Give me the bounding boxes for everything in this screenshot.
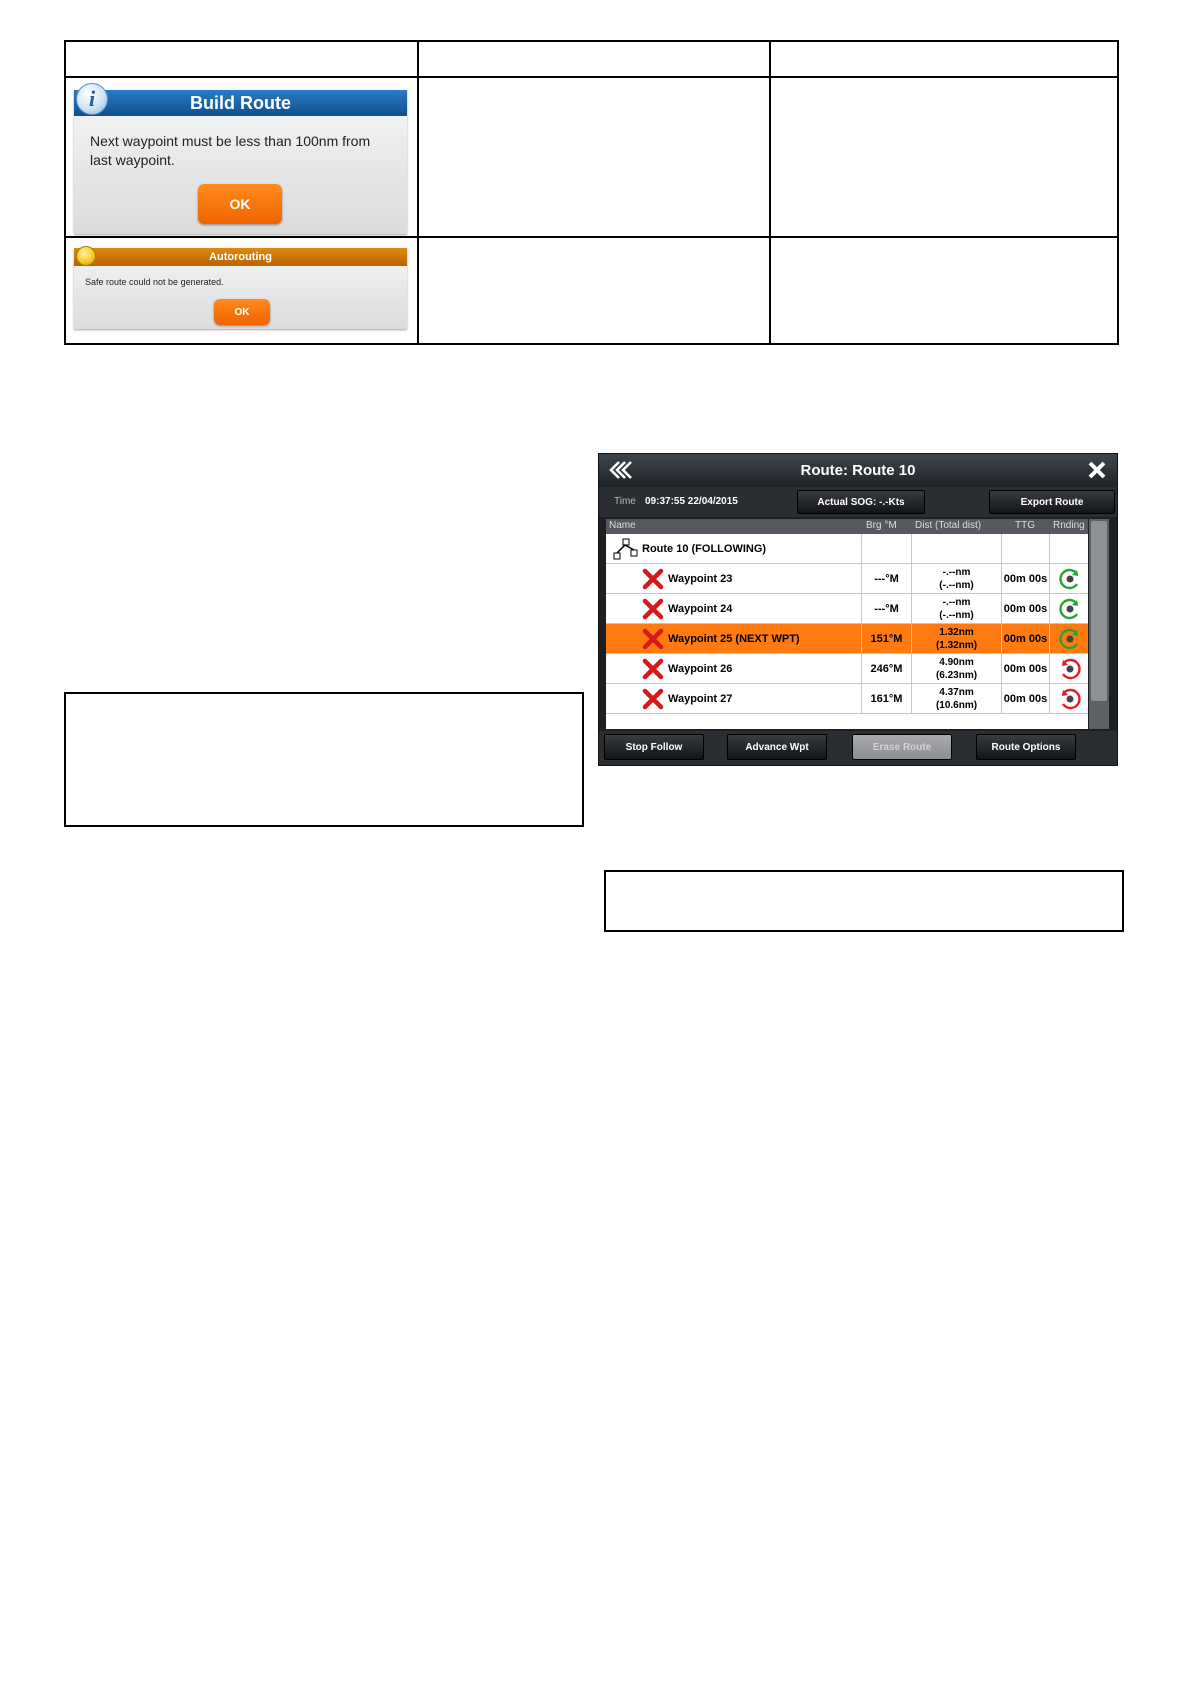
build-route-dialog (74, 86, 407, 234)
info-bar (599, 487, 1117, 517)
column-header[interactable]: TTG (1015, 520, 1035, 531)
warning-bubble-icon (76, 246, 96, 266)
bearing-value: 161°M (870, 692, 903, 705)
distance-value (912, 654, 1001, 683)
table-column-divider (417, 42, 419, 343)
screen-header (599, 454, 1117, 488)
waypoint-name: Waypoint 27 (668, 692, 733, 705)
waypoint-name: Waypoint 25 (NEXT WPT) (668, 632, 800, 645)
leg-distance: 4.90nm (939, 656, 974, 668)
sog-button[interactable]: Actual SOG: -.-Kts (797, 490, 925, 514)
stop-follow-button[interactable]: Stop Follow (604, 734, 704, 760)
waypoint-table (606, 519, 1088, 729)
scrollbar[interactable] (1089, 519, 1109, 729)
waypoint-name: Waypoint 26 (668, 662, 733, 675)
rounding-complete-icon (1058, 627, 1082, 651)
column-header[interactable]: Dist (Total dist) (915, 520, 982, 531)
info-icon: i (76, 83, 108, 115)
table-row-divider (66, 236, 1117, 238)
column-header[interactable]: Brg °M (866, 520, 897, 531)
route-screen (598, 453, 1118, 766)
ttg-value: 00m 00s (1003, 572, 1048, 585)
advance-waypoint-button[interactable]: Advance Wpt (727, 734, 827, 760)
ttg-value: 00m 00s (1003, 602, 1048, 615)
leg-distance: 1.32nm (939, 626, 974, 638)
waypoint-row[interactable] (606, 564, 1088, 594)
rounding-pending-icon (1058, 657, 1082, 681)
distance-value (912, 624, 1001, 653)
rounding-complete-icon (1058, 567, 1082, 591)
route-icon (612, 538, 638, 560)
waypoint-x-icon (642, 628, 664, 650)
waypoint-row[interactable] (606, 684, 1088, 714)
export-route-button[interactable]: Export Route (989, 490, 1115, 514)
bearing-value: ---°M (874, 602, 899, 615)
leg-distance: 4.37nm (939, 686, 974, 698)
scroll-thumb[interactable] (1091, 521, 1107, 701)
waypoint-x-icon (642, 658, 664, 680)
note-box (64, 692, 584, 827)
table-row-divider (66, 76, 1117, 78)
dialog-title: Build Route (74, 90, 407, 116)
total-distance: (-.--nm) (939, 609, 974, 621)
dialog-title: Autorouting (74, 248, 407, 266)
bearing-value: 246°M (870, 662, 903, 675)
waypoint-row[interactable] (606, 624, 1088, 654)
autorouting-dialog (74, 248, 407, 329)
rounding-complete-icon (1058, 597, 1082, 621)
bearing-value: 151°M (870, 632, 903, 645)
dialog-message: Next waypoint must be less than 100nm from last waypoint. (90, 133, 371, 168)
waypoint-row[interactable] (606, 654, 1088, 684)
erase-route-button[interactable]: Erase Route (852, 734, 952, 760)
ttg-value: 00m 00s (1003, 692, 1048, 705)
distance-value (912, 594, 1001, 623)
column-header[interactable]: Rnding (1053, 520, 1085, 531)
time-value: 09:37:55 22/04/2015 (645, 496, 738, 507)
waypoint-x-icon (642, 688, 664, 710)
leg-distance: -.--nm (942, 566, 971, 578)
waypoint-name: Waypoint 23 (668, 572, 733, 585)
total-distance: (1.32nm) (935, 639, 978, 651)
time-label: Time (614, 496, 636, 507)
dialog-message: Safe route could not be generated. (85, 277, 224, 287)
total-distance: (10.6nm) (935, 699, 978, 711)
close-icon[interactable] (1087, 460, 1107, 480)
waypoint-row[interactable] (606, 594, 1088, 624)
table-header (606, 519, 1088, 534)
route-row[interactable] (606, 534, 1088, 564)
distance-value (912, 684, 1001, 713)
messages-table (64, 40, 1119, 345)
footer-toolbar (599, 731, 1117, 766)
ok-button[interactable]: OK (214, 299, 270, 325)
note-box (604, 870, 1124, 932)
route-options-button[interactable]: Route Options (976, 734, 1076, 760)
table-column-divider (769, 42, 771, 343)
waypoint-x-icon (642, 598, 664, 620)
leg-distance: -.--nm (942, 596, 971, 608)
total-distance: (-.--nm) (939, 579, 974, 591)
route-name: Route 10 (FOLLOWING) (642, 542, 767, 555)
bearing-value: ---°M (874, 572, 899, 585)
column-header[interactable]: Name (609, 520, 636, 531)
rounding-pending-icon (1058, 687, 1082, 711)
ttg-value: 00m 00s (1003, 632, 1048, 645)
ttg-value: 00m 00s (1003, 662, 1048, 675)
total-distance: (6.23nm) (935, 669, 978, 681)
ok-button[interactable]: OK (198, 184, 282, 224)
waypoint-name: Waypoint 24 (668, 602, 733, 615)
waypoint-x-icon (642, 568, 664, 590)
distance-value (912, 564, 1001, 593)
page-title: Route: Route 10 (800, 462, 916, 479)
